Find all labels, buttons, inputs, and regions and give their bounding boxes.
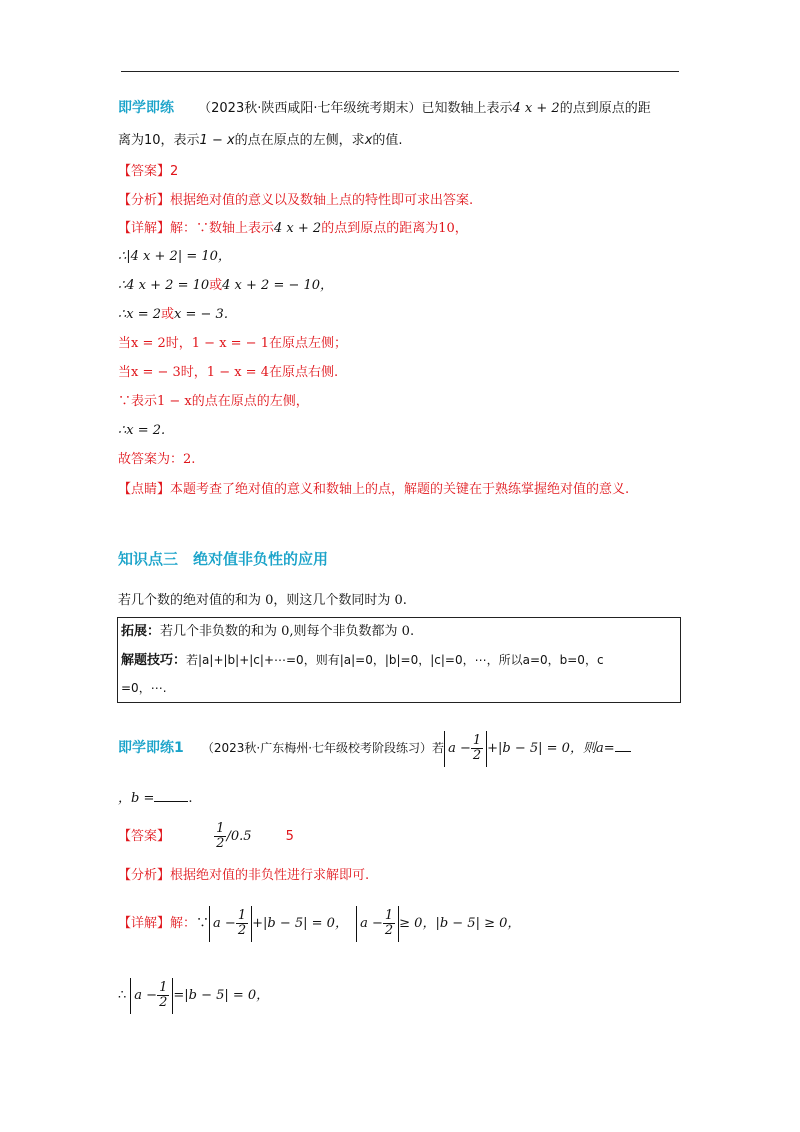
detail1-therefore: ∴x = 2.	[118, 423, 166, 438]
comment1: 【点睛】本题考查了绝对值的意义和数轴上的点，解题的关键在于熟练掌握绝对值的意义.	[118, 482, 630, 497]
analysis1: 【分析】根据绝对值的意义以及数轴上点的特性即可求出答案.	[118, 193, 474, 208]
practice-label: 即学即练	[118, 100, 174, 116]
answer1: 【答案】2	[118, 164, 179, 179]
box-line1: 拓展：若几个非负数的和为 0,则每个非负数都为 0.	[121, 624, 415, 639]
detail1-case2: 当x = − 3时，1 − x = 4在原点右侧.	[118, 365, 339, 380]
detail1-step2: ∴4 x + 2 = 10或4 x + 2 = − 10，	[118, 278, 334, 293]
detail2-line1: 【详解】解：∵ a − $\frac{1}{2}$ +|b − 5| = 0， a − $\frac{1}{2}$ ≥ 0，|b − 5| ≥ 0，	[118, 904, 520, 944]
answer2: 【答案】 $\frac{1}{2}$ ∕0.5 5	[118, 821, 294, 851]
detail1-step3: ∴x = 2或x = − 3.	[118, 307, 228, 322]
box-line2: 解题技巧：若|a|+|b|+|c|+⋯=0，则有|a|=0，|b|=0，|c|=0，⋯，所以a=0，b=0，c	[121, 653, 604, 668]
detail1-case1: 当x = 2时，1 − x = − 1在原点左侧；	[118, 336, 347, 351]
detail2-line2: ∴ a − $\frac{1}{2}$ =|b − 5| = 0，	[118, 976, 269, 1016]
section-intro: 若几个数的绝对值的和为 0，则这几个数同时为 0.	[118, 593, 407, 608]
practice1-line2: 离为10，表示1 − x的点在原点的左侧，求x的值.	[118, 133, 403, 148]
detail1-because: ∵表示1 − x的点在原点的左侧，	[118, 394, 309, 409]
practice2-line1: 即学即练1 （2023秋·广东梅州·七年级校考阶段练习）若 a − $\frac{1}{2}$ +|b − 5| = 0，则a=	[118, 728, 631, 769]
practice-source: （2023秋·陕西咸阳·七年级统考期末）	[198, 101, 422, 116]
answer-blank-b[interactable]	[154, 787, 188, 802]
detail1-final: 故答案为：2.	[118, 452, 196, 467]
answer-blank-a[interactable]	[615, 737, 631, 752]
practice2-line2: ，b = .	[118, 787, 193, 809]
detail1-step1: ∴|4 x + 2| = 10，	[118, 249, 231, 264]
detail1-lead: 【详解】解：∵数轴上表示4 x + 2的点到原点的距离为10，	[118, 221, 468, 236]
practice-label-2: 即学即练1	[118, 740, 184, 756]
section-title: 知识点三 绝对值非负性的应用	[118, 550, 329, 568]
practice1-line1: 即学即练 （2023秋·陕西咸阳·七年级统考期末）已知数轴上表示4 x + 2的点到原点的距	[118, 100, 651, 116]
header-rule	[121, 71, 679, 72]
box-line3: =0，⋯.	[121, 681, 167, 695]
analysis2: 【分析】根据绝对值的非负性进行求解即可.	[118, 868, 370, 883]
